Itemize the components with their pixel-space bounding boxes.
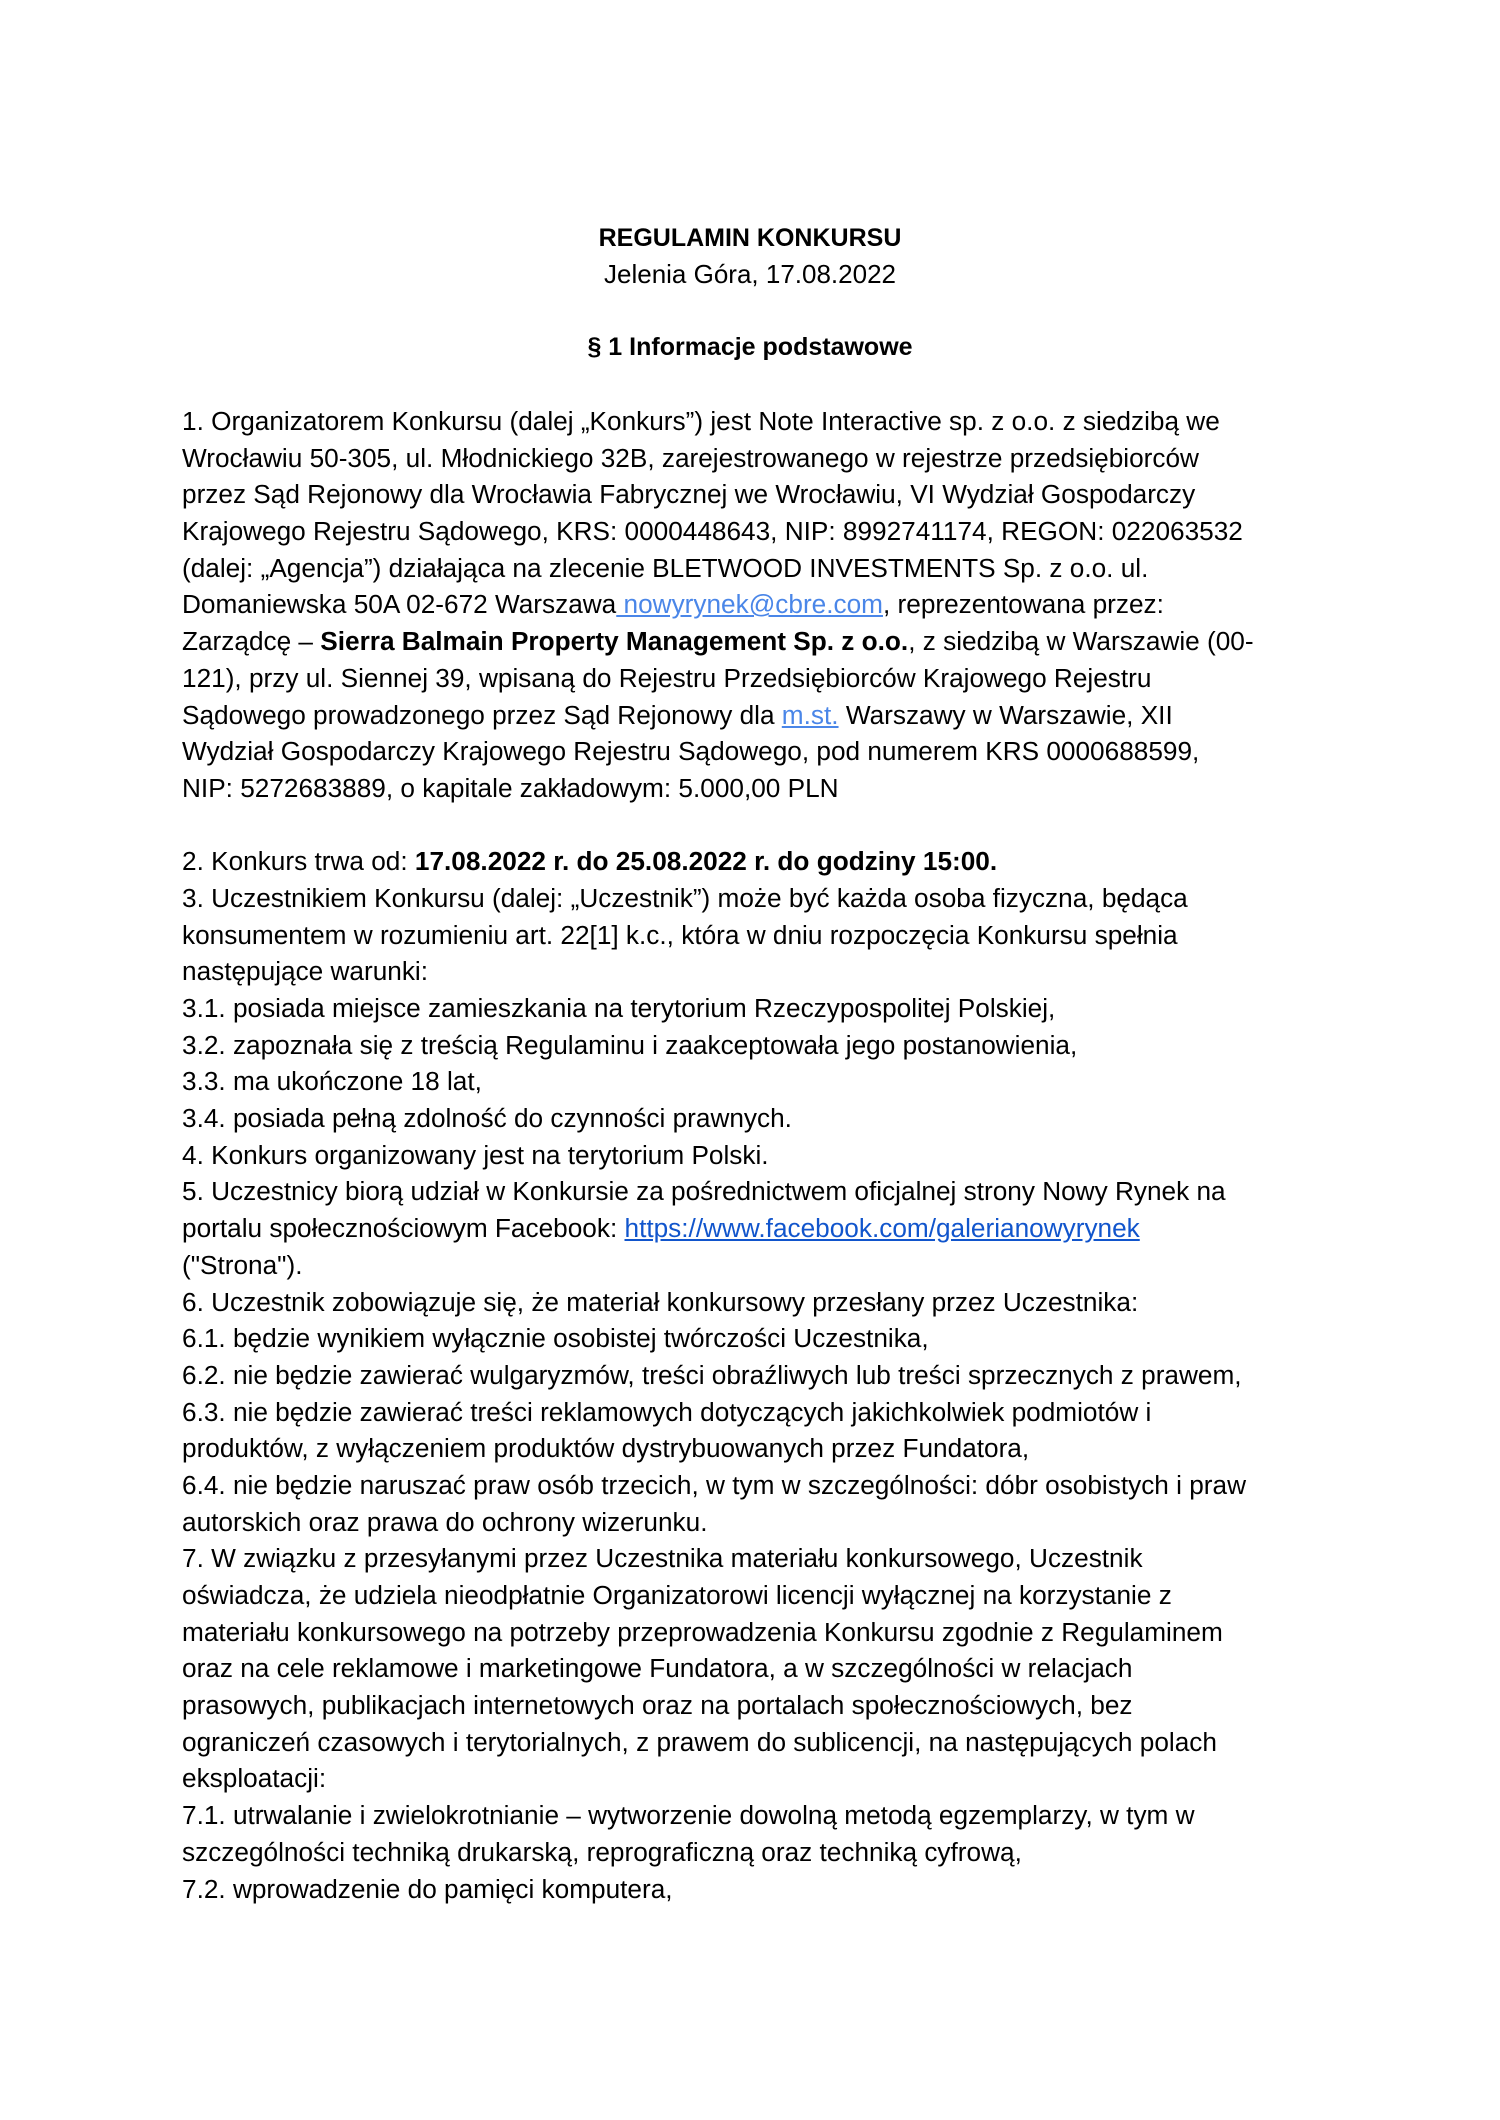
paragraph-5 xyxy=(182,1173,1342,1283)
text-line: przez Sąd Rejonowy dla Wrocławia Fabrycznej we Wrocławiu, VI Wydział Gospodarczy xyxy=(182,479,1196,510)
text-line: NIP: 5272683889, o kapitale zakładowym: 5.000,00 PLN xyxy=(182,772,839,803)
text-line: 5. Uczestnicy biorą udział w Konkursie za pośrednictwem oficjalnej strony Nowy Rynek na xyxy=(182,1176,1226,1207)
text-span: portalu społecznościowym Facebook: xyxy=(182,1213,625,1244)
contest-dates: 17.08.2022 r. do 25.08.2022 r. do godziny 15:00. xyxy=(414,846,998,877)
facebook-link[interactable]: https://www.facebook.com/galerianowyrynek xyxy=(624,1213,1140,1244)
document-title: REGULAMIN KONKURSU xyxy=(598,224,902,252)
text-span: Sądowego prowadzonego przez Sąd Rejonowy dla xyxy=(182,699,782,730)
text-span: 2. Konkurs trwa od: xyxy=(182,846,415,877)
text-line xyxy=(182,1210,1342,1247)
text-line: następujące warunki: xyxy=(182,956,429,987)
text-line: Wydział Gospodarczy Krajowego Rejestru Sądowego, pod numerem KRS 0000688599, xyxy=(182,736,1200,767)
text-line: 1. Organizatorem Konkursu (dalej „Konkurs”) jest Note Interactive sp. z o.o. z siedzibą we xyxy=(182,406,1220,436)
text-line: oraz na cele reklamowe i marketingowe Fundatora, a w szczególności w relacjach xyxy=(182,1653,1133,1684)
text-line: Wrocławiu 50-305, ul. Młodnickiego 32B, zarejestrowanego w rejestrze przedsiębiorców xyxy=(182,442,1199,473)
list-item-continuation: szczególności techniką drukarską, reprograficzną oraz techniką cyfrową, xyxy=(182,1836,1022,1867)
text-line xyxy=(182,623,1342,660)
paragraph-3 xyxy=(182,880,1342,1137)
text-line: 6. Uczestnik zobowiązuje się, że materiał konkursowy przesłany przez Uczestnika: xyxy=(182,1286,1139,1317)
text-line: ("Strona"). xyxy=(182,1249,303,1280)
text-span: , reprezentowana przez: xyxy=(882,589,1164,620)
text-span: Warszawy w Warszawie, XII xyxy=(838,699,1173,730)
text-span: , z siedzibą w Warszawie (00- xyxy=(908,626,1254,657)
place-date: Jelenia Góra, 17.08.2022 xyxy=(604,259,896,289)
section-heading: § 1 Informacje podstawowe xyxy=(587,333,913,361)
text-line xyxy=(182,586,1342,623)
text-span: Domaniewska 50A 02-672 Warszawa xyxy=(182,589,617,620)
paragraph-gap xyxy=(182,807,1342,844)
list-item: 3.1. posiada miejsce zamieszkania na terytorium Rzeczypospolitej Polskiej, xyxy=(182,993,1056,1023)
text-span: Zarządcę – xyxy=(182,626,321,657)
paragraph-1 xyxy=(182,403,1342,807)
text-line xyxy=(182,697,1342,734)
list-item: 3.3. ma ukończone 18 lat, xyxy=(182,1066,482,1097)
text-line: ograniczeń czasowych i terytorialnych, z prawem do sublicencji, na następujących polach xyxy=(182,1726,1217,1757)
list-item-continuation: autorskich oraz prawa do ochrony wizerunku. xyxy=(182,1506,708,1537)
list-item-continuation: produktów, z wyłączeniem produktów dystrybuowanych przez Fundatora, xyxy=(182,1433,1030,1464)
text-line: 3. Uczestnikiem Konkursu (dalej: „Uczestnik”) może być każda osoba fizyczna, będąca xyxy=(182,882,1188,913)
text-line: 121), przy ul. Siennej 39, wpisaną do Rejestru Przedsiębiorców Krajowego Rejestru xyxy=(182,662,1152,693)
paragraph-4: 4. Konkurs organizowany jest na terytorium Polski. xyxy=(182,1139,769,1170)
email-link[interactable]: nowyrynek@cbre.com xyxy=(616,589,883,620)
mst-link[interactable]: m.st. xyxy=(781,699,839,730)
list-item: 7.1. utrwalanie i zwielokrotnianie – wytworzenie dowolną metodą egzemplarzy, w tym w xyxy=(182,1800,1195,1831)
list-item: 7.2. wprowadzenie do pamięci komputera, xyxy=(182,1873,673,1904)
text-line: konsumentem w rozumieniu art. 22[1] k.c., która w dniu rozpoczęcia Konkursu spełnia xyxy=(182,919,1178,950)
list-item: 3.2. zapoznała się z treścią Regulaminu i zaakceptowała jego postanowienia, xyxy=(182,1029,1078,1060)
text-line: Krajowego Rejestru Sądowego, KRS: 0000448643, NIP: 8992741174, REGON: 022063532 xyxy=(182,516,1243,547)
paragraph-6 xyxy=(182,1284,1342,1541)
text-line: eksploatacji: xyxy=(182,1763,327,1794)
manager-company-name: Sierra Balmain Property Management Sp. z o.o. xyxy=(320,626,909,657)
list-item: 6.3. nie będzie zawierać treści reklamowych dotyczących jakichkolwiek podmiotów i xyxy=(182,1396,1152,1427)
document-body xyxy=(182,403,1342,1907)
text-line: prasowych, publikacjach internetowych oraz na portalach społecznościowych, bez xyxy=(182,1690,1133,1721)
text-line: 7. W związku z przesyłanymi przez Uczestnika materiału konkursowego, Uczestnik xyxy=(182,1543,1143,1574)
list-item: 3.4. posiada pełną zdolność do czynności prawnych. xyxy=(182,1103,792,1134)
paragraph-7 xyxy=(182,1540,1342,1907)
list-item: 6.4. nie będzie naruszać praw osób trzecich, w tym w szczególności: dóbr osobistych i praw xyxy=(182,1469,1246,1500)
list-item: 6.1. będzie wynikiem wyłącznie osobistej twórczości Uczestnika, xyxy=(182,1323,929,1354)
text-line: materiału konkursowego na potrzeby przeprowadzenia Konkursu zgodnie z Regulaminem xyxy=(182,1616,1223,1647)
text-line: oświadcza, że udziela nieodpłatnie Organizatorowi licencji wyłącznej na korzystanie z xyxy=(182,1580,1172,1610)
list-item: 6.2. nie będzie zawierać wulgaryzmów, treści obraźliwych lub treści sprzecznych z prawem, xyxy=(182,1359,1242,1390)
paragraph-2 xyxy=(182,843,1342,880)
text-line: (dalej: „Agencja”) działająca na zlecenie BLETWOOD INVESTMENTS Sp. z o.o. ul. xyxy=(182,552,1149,583)
